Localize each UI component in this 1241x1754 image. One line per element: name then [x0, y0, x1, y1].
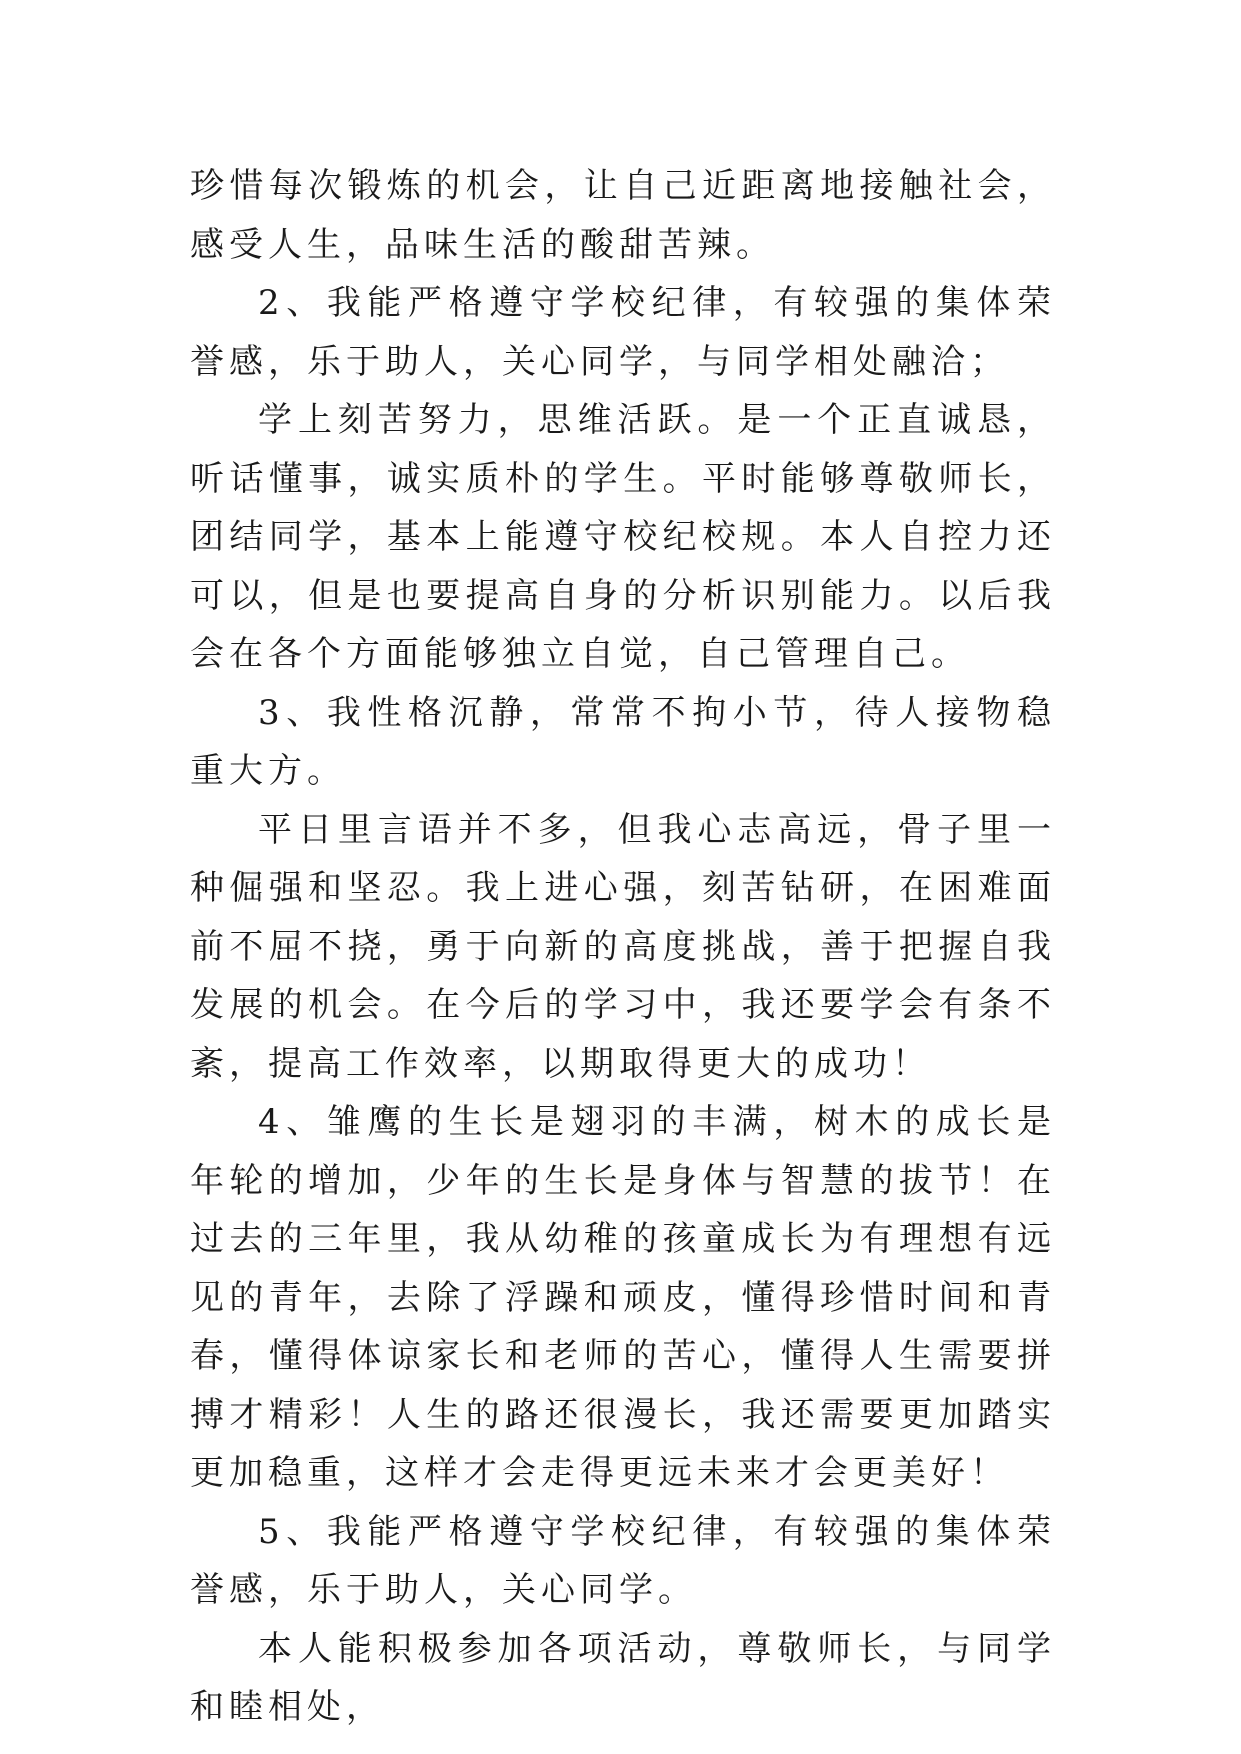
paragraph-7: 5、我能严格遵守学校纪律，有较强的集体荣誉感，乐于助人，关心同学。: [190, 1511, 1056, 1610]
paragraph-4: 3、我性格沉静，常常不拘小节，待人接物稳重大方。: [190, 692, 1056, 791]
paragraph-2: 2、我能严格遵守学校纪律，有较强的集体荣誉感，乐于助人，关心同学，与同学相处融洽；: [190, 283, 1056, 382]
paragraph-8: 本人能积极参加各项活动，尊敬师长，与同学和睦相处，: [190, 1628, 1056, 1727]
document-body: [190, 157, 1056, 1737]
paragraph-5: 平日里言语并不多，但我心志高远，骨子里一种倔强和坚忍。我上进心强，刻苦钻研，在困难面前不屈不挠，勇于向新的高度挑战，善于把握自我发展的机会。在今后的学习中，我还要学会有条不紊，提高工作效率，以期取得更大的成功！: [190, 809, 1056, 1084]
paragraph-6: 4、雏鹰的生长是翅羽的丰满，树木的成长是年轮的增加，少年的生长是身体与智慧的拔节！在过去的三年里，我从幼稚的孩童成长为有理想有远见的青年，去除了浮躁和顽皮，懂得珍惜时间和青春，懂得体谅家长和老师的苦心，懂得人生需要拼搏才精彩！人生的路还很漫长，我还需要更加踏实更加稳重，这样才会走得更远未来才会更美好！: [190, 1102, 1056, 1493]
paragraph-1: 珍惜每次锻炼的机会，让自己近距离地接触社会，感受人生，品味生活的酸甜苦辣。: [190, 166, 1056, 265]
paragraph-3: 学上刻苦努力，思维活跃。是一个正直诚恳，听话懂事，诚实质朴的学生。平时能够尊敬师长，团结同学，基本上能遵守校纪校规。本人自控力还可以，但是也要提高自身的分析识别能力。以后我会在各个方面能够独立自觉，自己管理自己。: [190, 400, 1056, 674]
